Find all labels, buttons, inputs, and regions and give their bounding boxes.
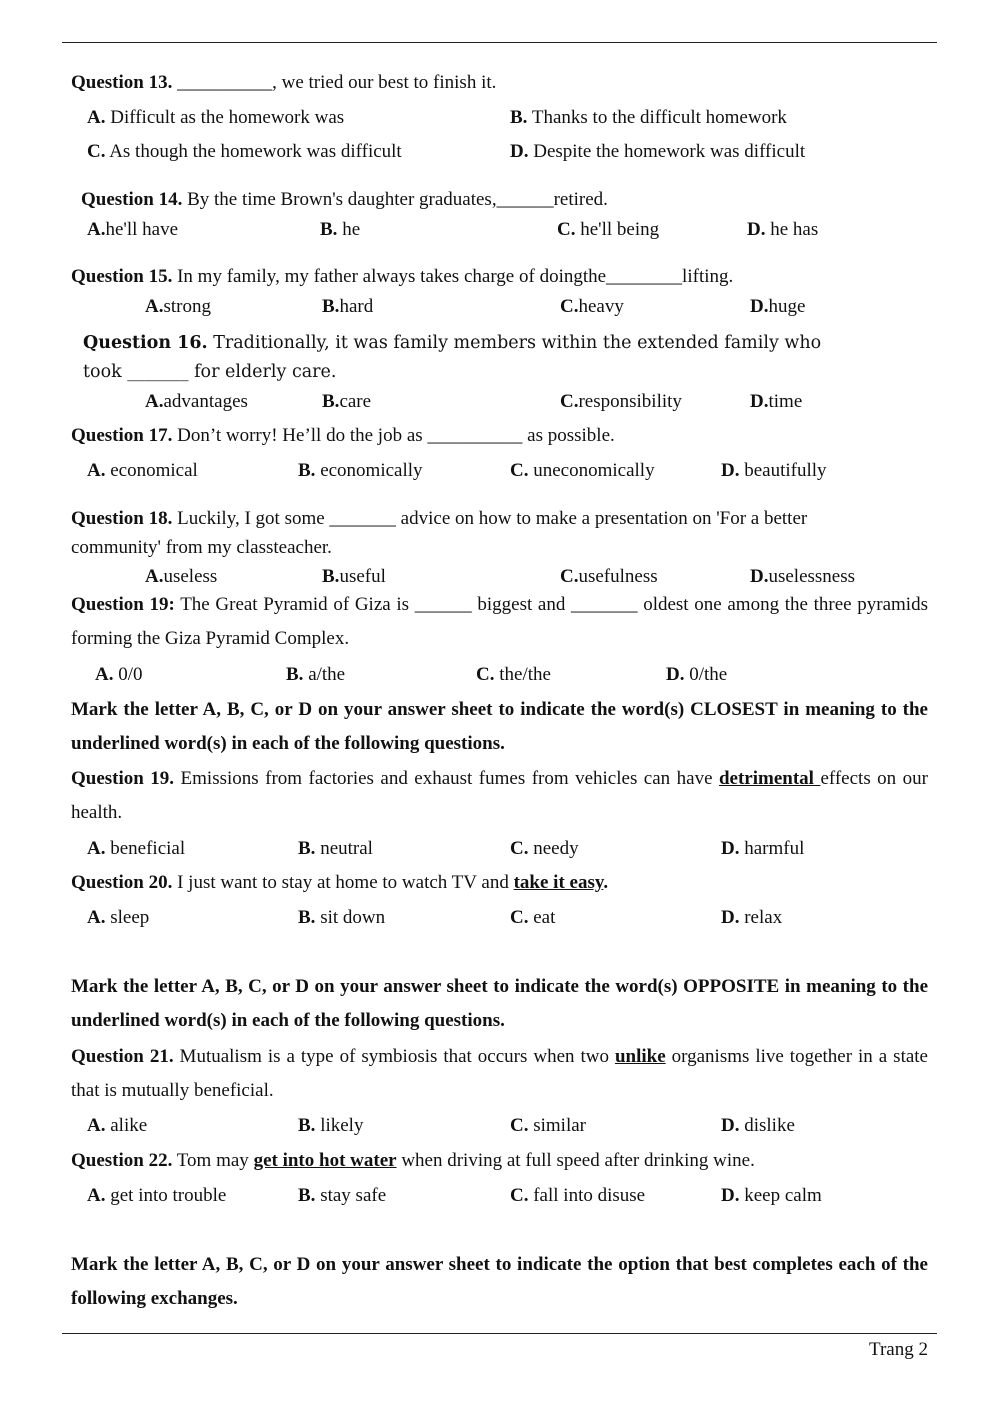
option-15d[interactable]: D.huge xyxy=(750,296,806,317)
question-19-articles xyxy=(71,588,928,656)
option-13a[interactable]: A. Difficult as the homework was xyxy=(87,107,345,128)
question-13 xyxy=(71,72,928,94)
option-17d[interactable]: D. beautifully xyxy=(721,460,827,481)
option-15c[interactable]: C.heavy xyxy=(560,296,624,317)
option-17c[interactable]: C. uneconomically xyxy=(510,460,655,481)
bottom-rule xyxy=(62,1333,937,1334)
question-text: The Great Pyramid of Giza is ______ biggest and _______ oldest one among the three pyramids forming the Giza Pyramid Complex. xyxy=(71,594,928,649)
option-18d[interactable]: D.uselessness xyxy=(750,566,856,587)
question-label: Question 17. xyxy=(71,425,173,446)
option-21d[interactable]: D. dislike xyxy=(721,1115,795,1136)
option-21b[interactable]: B. likely xyxy=(298,1115,364,1136)
option-19b[interactable]: B. a/the xyxy=(286,664,346,685)
option-17a[interactable]: A. economical xyxy=(87,460,198,481)
question-label: Question 18. xyxy=(71,508,173,529)
question-17 xyxy=(71,425,928,447)
question-label: Question 19: xyxy=(71,594,175,615)
option-21a[interactable]: A. alike xyxy=(87,1115,148,1136)
instruction-opposite: Mark the letter A, B, C, or D on your answer sheet to indicate the word(s) OPPOSITE in meaning to the underlined word(s) in each of the following questions. xyxy=(71,976,928,1031)
question-text: Traditionally, it was family members within the extended family who took _______ for elderly care. xyxy=(83,333,822,382)
option-20c[interactable]: C. eat xyxy=(510,907,556,928)
page-number: Trang 2 xyxy=(869,1339,928,1360)
option-20a[interactable]: A. sleep xyxy=(87,907,150,928)
option-c19b[interactable]: B. neutral xyxy=(298,838,373,859)
question-label: Question 15. xyxy=(71,266,173,287)
option-16d[interactable]: D.time xyxy=(750,391,803,412)
option-c19d[interactable]: D. harmful xyxy=(721,838,805,859)
option-21c[interactable]: C. similar xyxy=(510,1115,587,1136)
question-label: Question 21. xyxy=(71,1046,174,1067)
underlined-word: take it easy xyxy=(513,872,604,893)
option-22d[interactable]: D. keep calm xyxy=(721,1185,822,1206)
option-17b[interactable]: B. economically xyxy=(298,460,423,481)
option-22a[interactable]: A. get into trouble xyxy=(87,1185,227,1206)
option-14d[interactable]: D. he has xyxy=(747,219,819,240)
question-text: __________, we tried our best to finish it. xyxy=(177,72,497,93)
option-13c[interactable]: C. As though the homework was difficult xyxy=(87,141,402,162)
option-20b[interactable]: B. sit down xyxy=(298,907,386,928)
question-19-closest: Question 19. Emissions from factories and exhaust fumes from vehicles can have detrimental effects on our health. xyxy=(71,768,928,823)
instruction-closest: Mark the letter A, B, C, or D on your answer sheet to indicate the word(s) CLOSEST in meaning to the underlined word(s) in each of the following questions. xyxy=(71,699,928,754)
option-19a[interactable]: A. 0/0 xyxy=(95,664,143,685)
top-rule xyxy=(62,42,937,43)
option-14b[interactable]: B. he xyxy=(320,219,361,240)
option-18c[interactable]: C.usefulness xyxy=(560,566,658,587)
option-18b[interactable]: B.useful xyxy=(322,566,386,587)
instruction-exchanges: Mark the letter A, B, C, or D on your answer sheet to indicate the option that best completes each of the following exchanges. xyxy=(71,1254,928,1309)
question-21: Question 21. Mutualism is a type of symbiosis that occurs when two unlike organisms live together in a state that is mutually beneficial. xyxy=(71,1046,928,1101)
question-label: Question 16. xyxy=(83,333,208,353)
option-14c[interactable]: C. he'll being xyxy=(557,219,660,240)
option-16c[interactable]: C.responsibility xyxy=(560,391,682,412)
option-c19c[interactable]: C. needy xyxy=(510,838,579,859)
option-16a[interactable]: A.advantages xyxy=(145,391,248,412)
option-15a[interactable]: A.strong xyxy=(145,296,211,317)
question-22: Question 22. Tom may get into hot water when driving at full speed after drinking wine. xyxy=(71,1150,755,1171)
underlined-word: detrimental xyxy=(718,768,821,789)
question-label: Question 14. xyxy=(81,189,183,210)
option-14a[interactable]: A.he'll have xyxy=(87,219,179,240)
question-label: Question 22. xyxy=(71,1150,173,1171)
question-label: Question 20. xyxy=(71,872,173,893)
option-19d[interactable]: D. 0/the xyxy=(666,664,728,685)
question-16 xyxy=(83,329,843,387)
question-label: Question 13. xyxy=(71,72,173,93)
question-text: Luckily, I got some _______ advice on how to make a presentation on 'For a better community' from my classteacher. xyxy=(71,508,808,558)
question-label: Question 19. xyxy=(71,768,175,789)
question-text: By the time Brown's daughter graduates,______retired. xyxy=(187,189,608,210)
option-22b[interactable]: B. stay safe xyxy=(298,1185,387,1206)
question-text: In my family, my father always takes charge of doingthe________lifting. xyxy=(177,266,734,287)
option-15b[interactable]: B.hard xyxy=(322,296,374,317)
question-18 xyxy=(71,504,891,562)
question-20: Question 20. I just want to stay at home to watch TV and take it easy. xyxy=(71,872,609,893)
underlined-word: unlike xyxy=(614,1046,666,1067)
option-13d[interactable]: D. Despite the homework was difficult xyxy=(510,141,806,162)
underlined-word: get into hot water xyxy=(253,1150,397,1171)
question-14 xyxy=(81,189,938,211)
option-22c[interactable]: C. fall into disuse xyxy=(510,1185,646,1206)
option-c19a[interactable]: A. beneficial xyxy=(87,838,186,859)
option-18a[interactable]: A.useless xyxy=(145,566,218,587)
option-13b[interactable]: B. Thanks to the difficult homework xyxy=(510,107,787,128)
option-20d[interactable]: D. relax xyxy=(721,907,783,928)
question-15 xyxy=(71,266,928,288)
option-19c[interactable]: C. the/the xyxy=(476,664,551,685)
option-16b[interactable]: B.care xyxy=(322,391,372,412)
question-text: Don’t worry! He’ll do the job as __________ as possible. xyxy=(177,425,615,446)
